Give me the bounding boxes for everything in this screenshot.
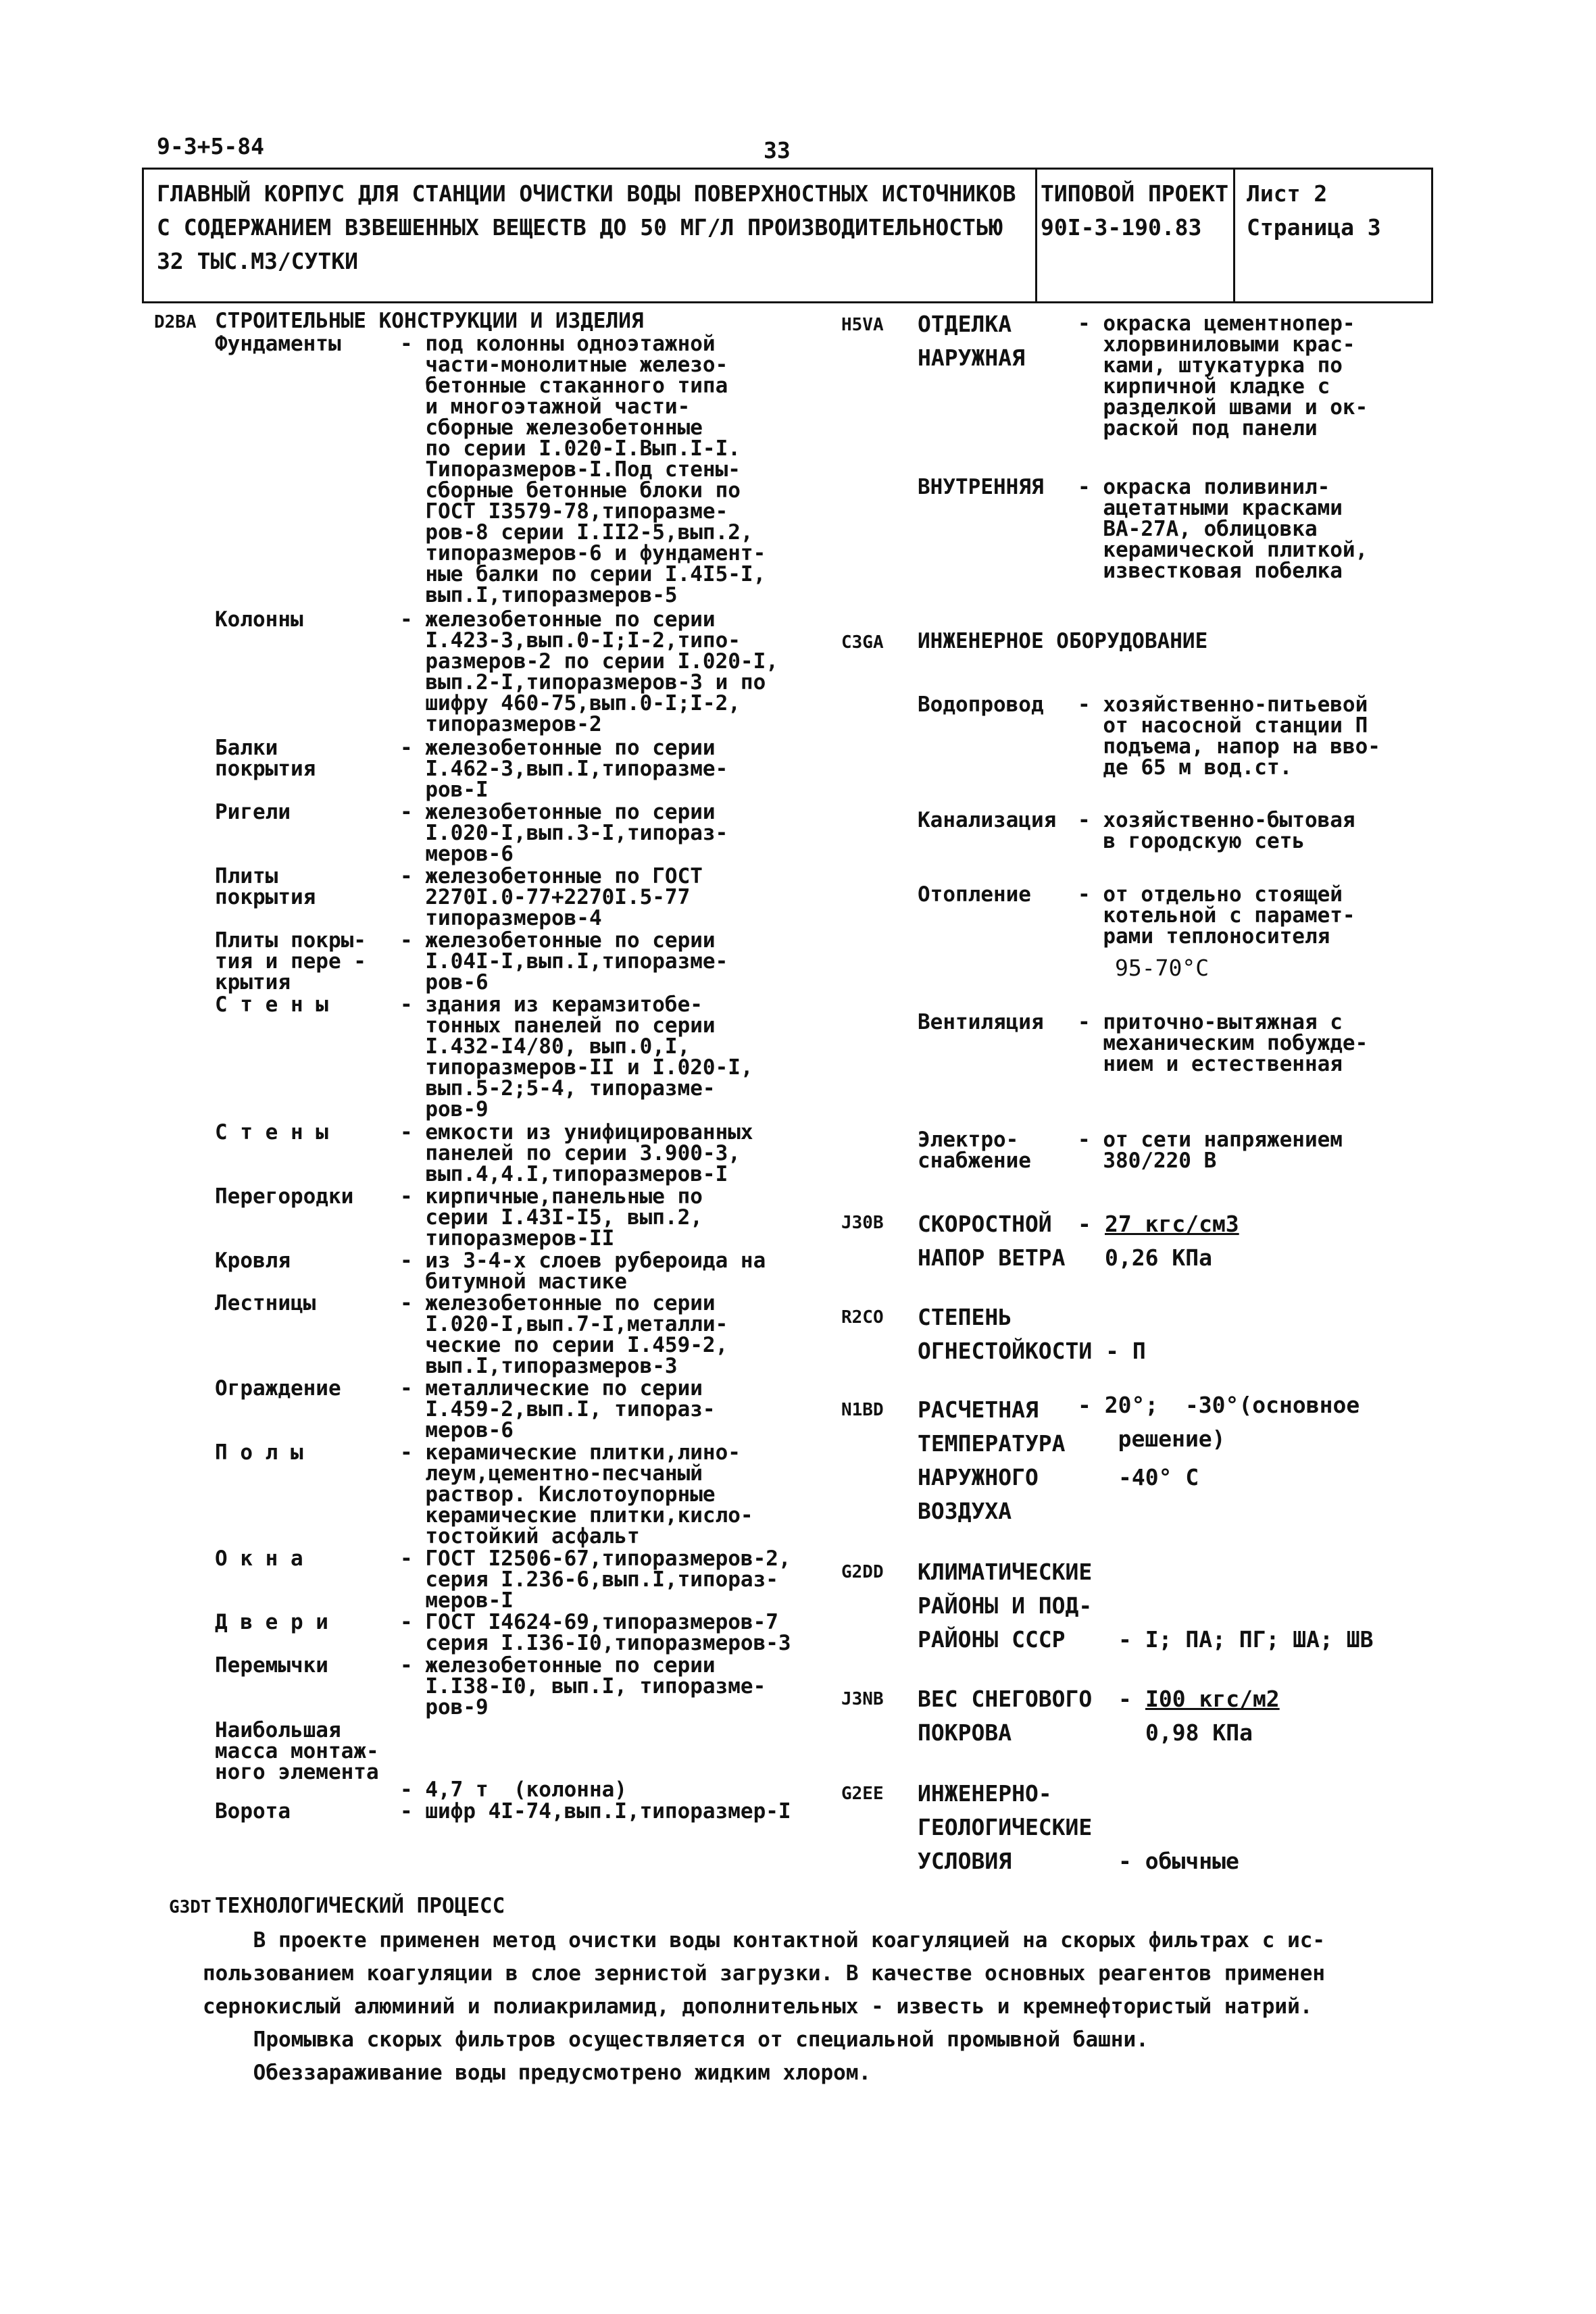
section-code: H5VA [841,315,884,335]
section-title: ВЕС СНЕГОВОГО ПОКРОВА [918,1686,1093,1746]
item-text: - железобетонные по серии I.020-I,вып.7-I,металли- ческие по серии I.459-2, вып.I,типоразмеров-3 [400,1291,728,1378]
item-text: - керамические плитки,лино- леум,цементно-песчаный раствор. Кислотоупорные керамические плитки,кисло- тостойкий асфальт [400,1440,753,1549]
title-line-3: 32 ТЫС.М3/СУТКИ [157,248,359,274]
item-label: Вентиляция [918,1010,1044,1034]
item-text: - приточно-вытяжная с механическим побужде- нием и естественная [1078,1010,1368,1076]
project-number: 90I-3-190.83 [1041,214,1202,241]
section-code: J3NB [841,1689,884,1709]
item-text: - окраска цементнопер- хлорвиниловыми крас- ками, штукатурка по кирпичной кладке с разделкой швами и ок- раской под панели [1078,311,1368,441]
item-text: - окраска поливинил- ацетатными красками ВА-27А, облицовка керамической плиткой, известковая побелка [1078,475,1368,583]
item-label: П о л ы [215,1440,303,1465]
item-label: Водопровод [918,693,1044,717]
wind-value-1: 27 кгс/см3 [1105,1211,1239,1237]
item-label: ВНУТРЕННЯЯ [918,475,1044,499]
section-title: СКОРОСТНОЙ НАПОР ВЕТРА [918,1211,1066,1271]
section-title: СТЕПЕНЬ ОГНЕСТОЙКОСТИ - П [918,1304,1146,1364]
item-text: - из 3-4-х слоев рубероида на битумной мастике [400,1249,766,1294]
item-text: - емкости из унифицированных панелей по серии 3.900-3, вып.4,4.I,типоразмеров-I [400,1120,753,1186]
item-label: Кровля [215,1249,291,1273]
climate-value: - I; ПА; ПГ; ША; ШВ [1118,1626,1374,1653]
project-label: ТИПОВОЙ ПРОЕКТ [1041,180,1229,207]
section-code: D2BA [154,312,197,332]
wind-value-2: 0,26 КПа [1105,1244,1212,1271]
section-code: J30B [841,1213,884,1233]
wind-dash: - [1078,1211,1091,1237]
item-label: Электро- снабжение [918,1128,1031,1173]
title-divider-2 [1233,168,1235,301]
item-text: - здания из керамзитобе- тонных панелей по серии I.432-I4/80, вып.0,I, типоразмеров-II и I.020-I, вып.5-2;5-4, типоразме- ров-9 [400,992,753,1122]
section-code: G2DD [841,1562,884,1582]
section-title: ОТДЕЛКА НАРУЖНАЯ [918,311,1025,371]
item-text: - ГОСТ I2506-67,типоразмеров-2, серия I.236-6,вып.I,типораз- меров-I [400,1546,791,1613]
geo-value: - обычные [1118,1848,1239,1874]
item-text: - 4,7 т (колонна) [400,1778,627,1802]
item-text: - железобетонные по серии I.I38-I0, вып.I, типоразме- ров-9 [400,1653,766,1719]
item-label: Лестницы [215,1291,316,1315]
section-title: РАСЧЕТНАЯ ТЕМПЕРАТУРА НАРУЖНОГО ВОЗДУХА [918,1397,1066,1524]
item-text: - от отдельно стоящей котельной с парамет- рами теплоносителя [1078,882,1355,949]
title-line-2: С СОДЕРЖАНИЕМ ВЗВЕШЕННЫХ ВЕЩЕСТВ ДО 50 МГ/Л ПРОИЗВОДИТЕЛЬНОСТЬЮ [157,214,1003,241]
item-text: - шифр 4I-74,вып.I,типоразмер-I [400,1799,791,1823]
heat-carrier-temperature: 95-70°С [1115,955,1210,981]
paragraph-line: Обеззараживание воды предусмотрено жидким хлором. [203,2061,872,2085]
item-text: - металлические по серии I.459-2,вып.I, типораз- меров-6 [400,1376,716,1442]
page-number: 33 [764,137,791,164]
item-text: - железобетонные по серии I.04I-I,вып.I,типоразме- ров-6 [400,928,728,995]
item-label: Ворота [215,1799,291,1823]
paragraph-line: сернокислый алюминий и полиакриламид, дополнительных - известь и кремнефтористый натрий. [203,1994,1313,2019]
item-text: - хозяйственно-бытовая в городскую сеть [1078,808,1355,853]
item-label: Плиты покры- тия и пере - крытия [215,928,366,995]
section-code: N1BD [841,1400,884,1420]
temp-value-2: -40° С [1118,1464,1199,1490]
item-text: - железобетонные по ГОСТ 2270I.0-77+2270I.5-77 типоразмеров-4 [400,864,703,930]
section-title: ИНЖЕНЕРНОЕ ОБОРУДОВАНИЕ [918,629,1208,653]
section-title: ИНЖЕНЕРНО- ГЕОЛОГИЧЕСКИЕ УСЛОВИЯ [918,1780,1093,1874]
snow-value-2: 0,98 КПа [1145,1719,1253,1746]
item-text: - железобетонные по серии I.020-I,вып.3-I,типораз- меров-6 [400,800,728,866]
section-code: R2CO [841,1307,884,1328]
item-text: - железобетонные по серии I.462-3,вып.I,типоразме- ров-I [400,736,728,802]
temp-value-1: - 20°; -30°(основное решение) [1078,1392,1360,1452]
item-label: Балки покрытия [215,736,316,781]
paragraph-line: Промывка скорых фильтров осуществляется от специальной промывной башни. [203,2028,1149,2052]
snow-value-1: I00 кгс/м2 [1145,1686,1280,1712]
item-label: Плиты покрытия [215,864,316,909]
item-label: Д в е р и [215,1610,328,1634]
document-code: 9-3+5-84 [157,133,264,159]
item-label: Канализация [918,808,1057,832]
item-text: - хозяйственно-питьевой от насосной станции П подъема, напор на вво- де 65 м вод.ст. [1078,693,1380,780]
section-code: G2EE [841,1784,884,1804]
item-label: Фундаменты [215,332,341,356]
paragraph-line: В проекте применен метод очистки воды контактной коагуляцией на скорых фильтрах с ис- [203,1928,1326,1953]
item-label: С т е н ы [215,992,328,1017]
sheet-label: Лист 2 [1247,180,1328,207]
item-text: - от сети напряжением 380/220 В [1078,1128,1343,1173]
item-text: - ГОСТ I4624-69,типоразмеров-7 серия I.I36-I0,типоразмеров-3 [400,1610,791,1655]
item-label: Наибольшая масса монтаж- ного элемента [215,1718,379,1784]
item-label: О к н а [215,1546,303,1571]
item-label: Ограждение [215,1376,341,1401]
section-code: C3GA [841,632,884,653]
item-label: С т е н ы [215,1120,328,1145]
item-label: Колонны [215,607,303,632]
item-label: Перегородки [215,1184,354,1209]
item-text: - железобетонные по серии I.423-3,вып.0-I;I-2,типо- размеров-2 по серии I.020-I, вып.2-I,типоразмеров-3 и по шифру 460-75,вып.0-I;I-2, типоразмеров-2 [400,607,778,736]
section-title: КЛИМАТИЧЕСКИЕ РАЙОНЫ И ПОД- РАЙОНЫ СССР [918,1559,1093,1653]
section-heading: ТЕХНОЛОГИЧЕСКИЙ ПРОЦЕСС [215,1894,505,1918]
section-heading: СТРОИТЕЛЬНЫЕ КОНСТРУКЦИИ И ИЗДЕЛИЯ [215,309,644,333]
page-label: Страница 3 [1247,214,1381,241]
item-label: Отопление [918,882,1031,907]
item-text: - кирпичные,панельные по серии I.43I-I5, вып.2, типоразмеров-II [400,1184,703,1251]
item-text: - под колонны одноэтажной части-монолитные железо- бетонные стаканного типа и многоэтажной части- сборные железобетонные по серии I.020-I.Вып.I-I. Типоразмеров-I.Под стены- сборные бетонные блоки по ГОСТ I3579-78,типоразме- ров-8 серии I.II2-5,вып.2, типоразмеров-6 и фундамент- ные балки по серии I.4I5-I, вып.I,типоразмеров-5 [400,332,766,607]
title-line-1: ГЛАВНЫЙ КОРПУС ДЛЯ СТАНЦИИ ОЧИСТКИ ВОДЫ ПОВЕРХНОСТНЫХ ИСТОЧНИКОВ [157,180,1016,207]
item-label: Ригели [215,800,291,824]
item-label: Перемычки [215,1653,328,1678]
paragraph-line: пользованием коагуляции в слое зернистой загрузки. В качестве основных реагентов применен [203,1961,1326,1986]
snow-dash: - [1118,1686,1132,1712]
title-divider-1 [1035,168,1037,301]
section-code: G3DT [169,1897,211,1917]
